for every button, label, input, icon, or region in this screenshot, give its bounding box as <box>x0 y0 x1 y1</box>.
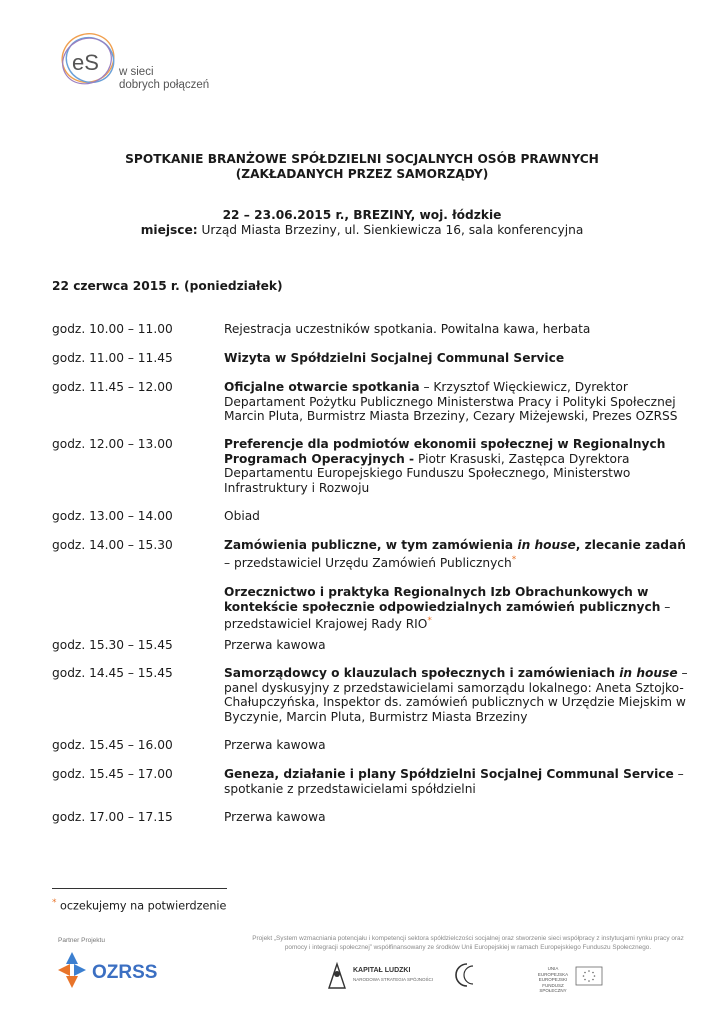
kl-subtitle: NARODOWA STRATEGIA SPÓJNOŚCI <box>353 977 434 982</box>
kl-title: KAPITAŁ LUDZKI <box>353 967 411 974</box>
event-venue: miejsce: Urząd Miasta Brzeziny, ul. Sienkiewicza 16, sala konferencyjna <box>140 223 584 237</box>
euro-mark-icon <box>447 960 491 990</box>
day-heading: 22 czerwca 2015 r. (poniedziałek) <box>52 279 283 293</box>
logo-tagline: w sieci dobrych połączeń <box>119 66 210 91</box>
project-description: Projekt „System wzmacniania potencjału i kompetencji sektora spółdzielczości socjalnej oraz stworzenie sieci współpracy z instytucjami rynku pracy oraz pomocy i integracji społecznej” współfinansowany ze środków Unii Europejskiej w ramach Europejskiego Funduszu Społecznego. <box>252 935 684 951</box>
svg-text:OZRSS: OZRSS <box>92 962 158 983</box>
kapital-ludzki-logo <box>327 960 437 992</box>
ozrss-logo <box>56 950 166 990</box>
title-line-1: SPOTKANIE BRANŻOWE SPÓŁDZIELNI SOCJALNYCH OSÓB PRAWNYCH <box>125 152 599 166</box>
logo-mark: eS <box>72 50 99 75</box>
title-line-2: (ZAKŁADANYCH PRZEZ SAMORZĄDY) <box>235 167 489 181</box>
eu-text: UNIA EUROPEJSKA EUROPEJSKI FUNDUSZ SPOŁECZNY <box>537 966 569 993</box>
partner-label: Partner Projektu <box>58 937 105 944</box>
event-dates: 22 – 23.06.2015 r., BREZINY, woj. łódzkie <box>222 208 502 222</box>
footnote-divider <box>52 888 227 889</box>
footnote: * oczekujemy na potwierdzenie <box>52 898 227 913</box>
